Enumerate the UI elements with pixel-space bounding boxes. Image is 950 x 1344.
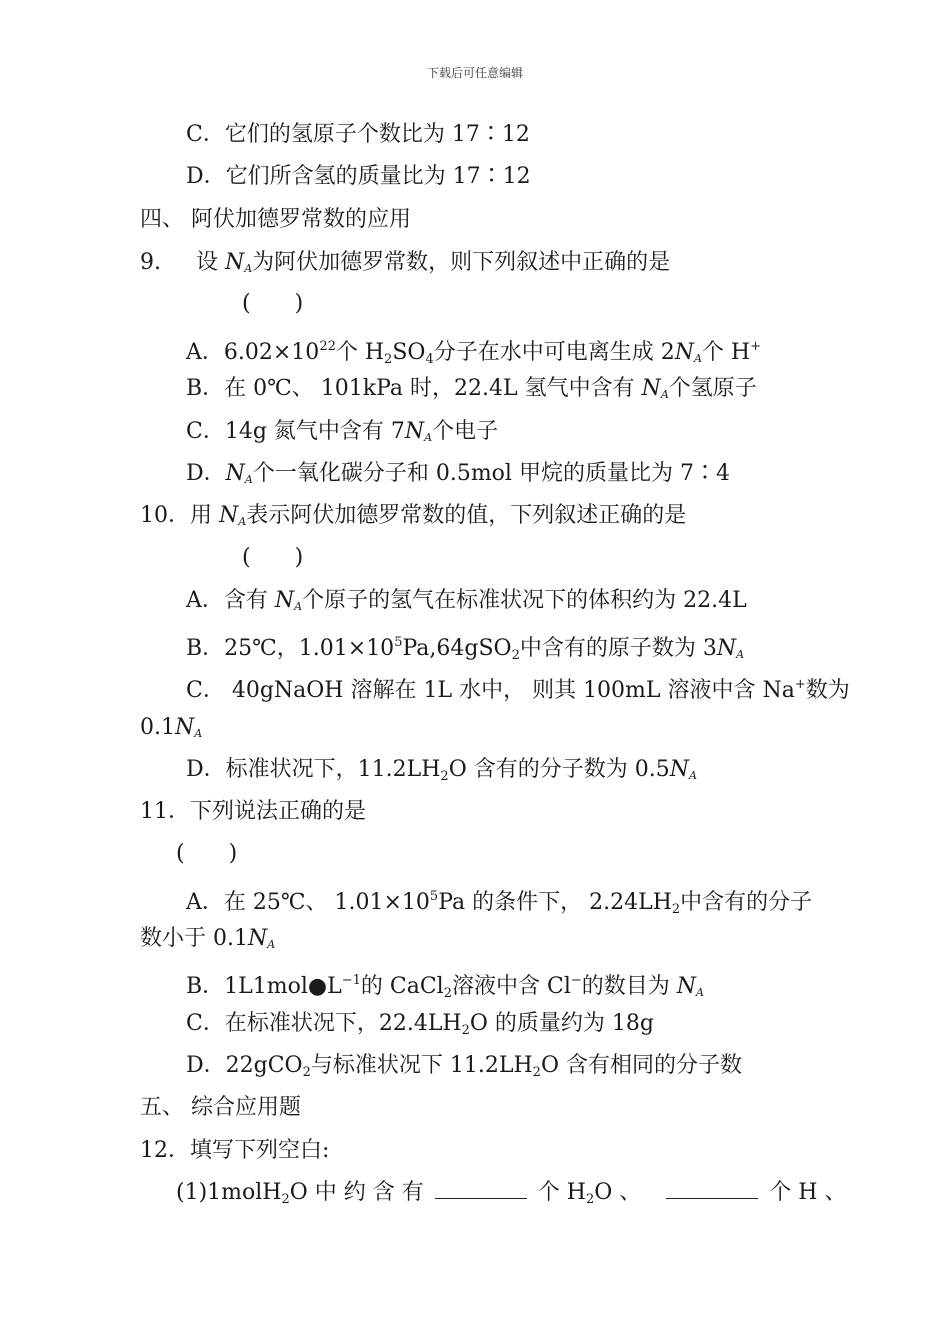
q10-option-c-cont: $0.1N_A$	[140, 715, 203, 740]
page-header: 下载后可任意编辑	[426, 66, 523, 80]
text: 设	[195, 250, 225, 275]
q9-option-a: A．$6.02\times 10^{22}$个 $H_2SO_4$分子在水中可电离生成 $2N_A$个 H+	[186, 339, 762, 367]
q11-option-c: C．在标准状况下，$22.4LH_2O$ 的质量约为 18g	[186, 1011, 655, 1038]
q9-option-d: D．$N_A$个一氧化碳分子和 0.5mol 甲烷的质量比为 7∶4	[186, 461, 730, 486]
answer-paren: ( )	[176, 841, 238, 866]
q10-option-b: B．25℃，$1.01\times 10^5Pa,64gSO_2$中含有的原子数为 $3N_A$	[186, 635, 745, 663]
q11-option-a: A．在 25℃、 $1.01\times 10^5Pa$ 的条件下， $2.24LH_2$中含有的分子	[186, 889, 813, 917]
q11-option-d: D．22gCO$_2$与标准状况下 $11.2LH_2O$ 含有相同的分子数	[186, 1053, 742, 1080]
q9-option-c: C．14g 氮气中含有 $7N_A$个电子	[186, 419, 499, 444]
question-12: 12．填写下列空白:	[140, 1138, 330, 1163]
option-d: D．它们所含氢的质量比为 17∶12	[186, 164, 531, 189]
q9-option-b: B．在 0℃、 101kPa 时，22.4L 氢气中含有 $N_A$个氢原子	[186, 376, 757, 401]
question-number: 9.	[140, 250, 161, 275]
fill-blank[interactable]	[435, 1180, 527, 1199]
q11-option-b: B．$1L1mol●L^{-1}$的 CaCl$_2$溶液中含 Cl−的数目为 $N_A$	[186, 973, 704, 1001]
q11-option-a-cont: 数小于 $0.1N_A$	[140, 926, 276, 951]
question-9	[140, 248, 830, 284]
answer-paren: ( )	[242, 291, 304, 316]
question-11: 11．下列说法正确的是	[140, 799, 366, 824]
text: 为阿伏加德罗常数，则下列叙述中正确的是	[252, 250, 671, 275]
section-heading-5: 五、 综合应用题	[140, 1095, 301, 1120]
q10-option-d: D．标准状况下，$11.2LH_2O$ 含有的分子数为 $0.5N_A$	[186, 757, 697, 784]
q10-option-a: A．含有 $N_A$个原子的氢气在标准状况下的体积约为 22.4L	[186, 588, 747, 613]
answer-paren: ( )	[242, 545, 304, 570]
q12-part-1: (1)1molH$_2$O 中 约 含 有 个 $H_2O$ 、 个 H 、	[176, 1180, 847, 1207]
na-symbol: $N_A$	[224, 250, 253, 275]
q10-option-c: C． 40gNaOH 溶解在 1L 水中， 则其 100mL 溶液中含 Na+数为	[186, 677, 850, 703]
option-c: C．它们的氢原子个数比为 17∶12	[186, 122, 530, 147]
question-10: 10．用 $N_A$表示阿伏加德罗常数的值，下列叙述正确的是	[140, 503, 687, 528]
section-heading-4: 四、 阿伏加德罗常数的应用	[140, 207, 411, 232]
fill-blank[interactable]	[666, 1180, 758, 1199]
